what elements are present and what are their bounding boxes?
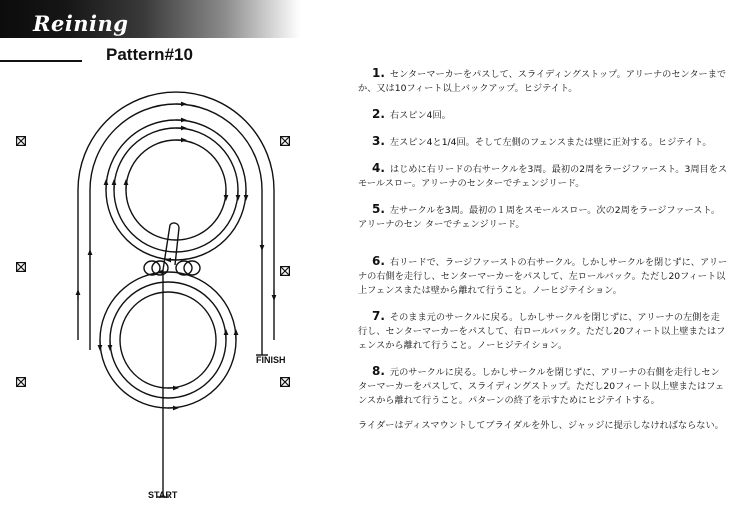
step-8: 8. 元のサークルに戻る。しかしサークルを閉じずに、アリーナの右側を走行しセンターマーカーをパスして、スライディングストップ。ただし20フィート以上壁またはフェンスから離れて行うこと。パターンの終了を示すためにヒジテイトする。 xyxy=(358,364,725,406)
outer-track-1 xyxy=(90,104,262,355)
left-circle-medium xyxy=(110,282,226,398)
left-circle-small xyxy=(120,292,216,388)
step-7: 7. そのまま元のサークルに戻る。しかしサークルを閉じずに、アリーナの左側を走行し、センターマーカーをパスして、右ロールバック。ただし20フィート以上壁またはフェンスから離れて行うこと。ノーヒジテイション。 xyxy=(358,309,726,351)
instruction-list xyxy=(358,66,728,433)
step-3: 3. 左スピン4と1/4回。そして左側のフェンスまたは壁に正対する。ヒジテイト。 xyxy=(372,134,712,148)
pattern-title: Pattern#10 xyxy=(106,45,193,64)
step-1: 1. センターマーカーをパスして、スライディングストップ。アリーナのセンターまでか、又は10フィート以上バックアップ。ヒジテイト。 xyxy=(358,66,727,94)
outer-track-2 xyxy=(78,92,274,340)
right-circle-small xyxy=(126,140,226,240)
section-title: Reining xyxy=(33,11,129,36)
marker-box-icon xyxy=(280,377,290,387)
pattern-diagram xyxy=(0,0,350,508)
marker-box-icon xyxy=(280,266,290,276)
marker-box-icon xyxy=(16,377,26,387)
right-circle-large xyxy=(106,120,246,260)
start-label: START xyxy=(148,490,178,500)
right-circle-medium xyxy=(114,128,238,252)
marker-box-icon xyxy=(16,136,26,146)
step-6: 6. 右リードで、ラージファーストの右サークル。しかしサークルを閉じずに、アリーナの右側を走行し、センターマーカーをパスして、左ロールバック。ただし20フィート以上フェンスまたは壁から離れて行うこと。ノーヒジテイション。 xyxy=(358,254,728,296)
step-2: 2. 右スピン4回。 xyxy=(372,107,451,121)
step-4: 4. はじめに右リードの右サークルを3周。最初の2周をラージファースト。3周目をスモールスロー。アリーナのセンターでチェンジリード。 xyxy=(358,161,728,189)
finish-label: FINISH xyxy=(256,355,286,365)
step-5: 5. 左サークルを3周。最初の１周をスモールスロー。次の2周をラージファースト。アリーナのセン ターでチェンジリード。 xyxy=(358,202,721,230)
marker-box-icon xyxy=(280,136,290,146)
closing-note: ライダーはディスマウントしてブライダルを外し、ジャッジに提示しなければならない。 xyxy=(358,420,724,431)
marker-box-icon xyxy=(16,262,26,272)
